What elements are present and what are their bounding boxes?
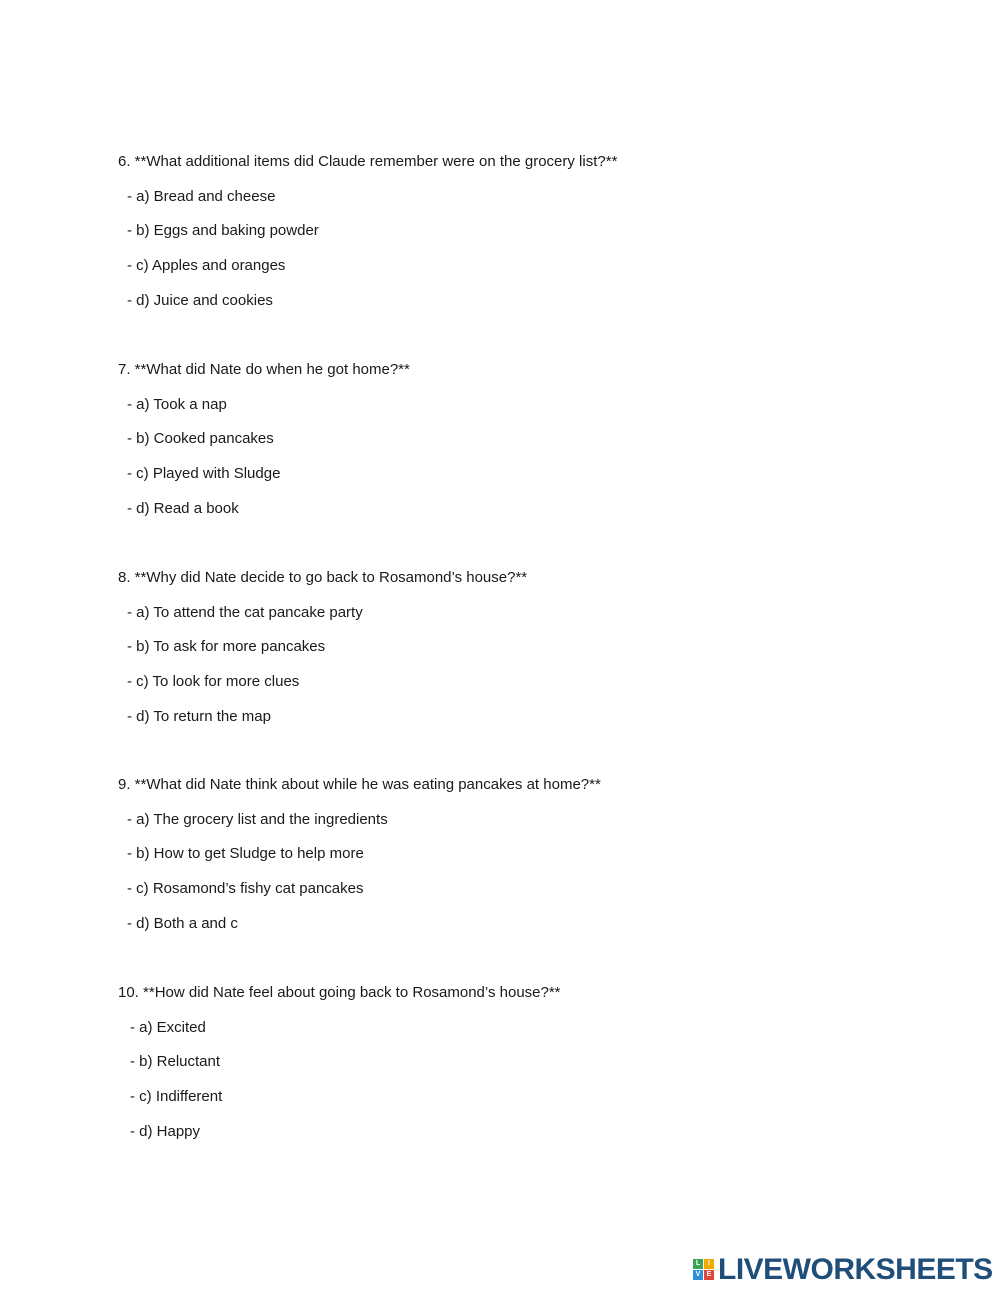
answer-option: - c) Apples and oranges	[127, 257, 286, 275]
answer-option: - c) Played with Sludge	[127, 465, 281, 483]
question-text: 10. **How did Nate feel about going back to Rosamond’s house?**	[118, 984, 561, 1001]
answer-option: - d) Juice and cookies	[127, 291, 273, 309]
question-text: 8. **Why did Nate decide to go back to Rosamond’s house?**	[118, 569, 528, 586]
answer-option: - a) Bread and cheese	[127, 187, 276, 205]
question-6	[118, 153, 898, 310]
answer-option: - b) Reluctant	[130, 1053, 221, 1071]
answer-option: - b) How to get Sludge to help more	[127, 845, 364, 863]
question-text: 7. **What did Nate do when he got home?**	[118, 361, 410, 378]
answer-option: - c) To look for more clues	[127, 673, 300, 691]
answer-option: - a) The grocery list and the ingredients	[127, 810, 388, 828]
answer-option: - b) Cooked pancakes	[127, 430, 274, 448]
answer-option: - d) To return the map	[127, 707, 271, 725]
answer-option: - a) Took a nap	[127, 395, 227, 413]
liveworksheets-wordmark: LIVEWORKSHEETS	[718, 1253, 993, 1286]
answer-option: - c) Rosamond’s fishy cat pancakes	[127, 880, 364, 898]
question-text: 6. **What additional items did Claude remember were on the grocery list?**	[118, 153, 618, 170]
answer-option: - c) Indifferent	[130, 1088, 223, 1106]
liveworksheets-mark-icon: L I V E	[693, 1259, 715, 1281]
answer-option: - b) Eggs and baking powder	[127, 222, 319, 240]
answer-option: - a) To attend the cat pancake party	[127, 603, 363, 621]
question-7	[118, 361, 898, 518]
question-9	[118, 776, 898, 933]
answer-option: - d) Happy	[130, 1122, 201, 1140]
answer-option: - d) Both a and c	[127, 914, 238, 932]
answer-option: - a) Excited	[130, 1018, 206, 1036]
answer-option: - b) To ask for more pancakes	[127, 638, 326, 656]
answer-option: - d) Read a book	[127, 499, 239, 517]
question-8	[118, 569, 898, 726]
question-text: 9. **What did Nate think about while he was eating pancakes at home?**	[118, 776, 601, 793]
question-10	[118, 984, 898, 1141]
liveworksheets-logo	[693, 1255, 993, 1285]
